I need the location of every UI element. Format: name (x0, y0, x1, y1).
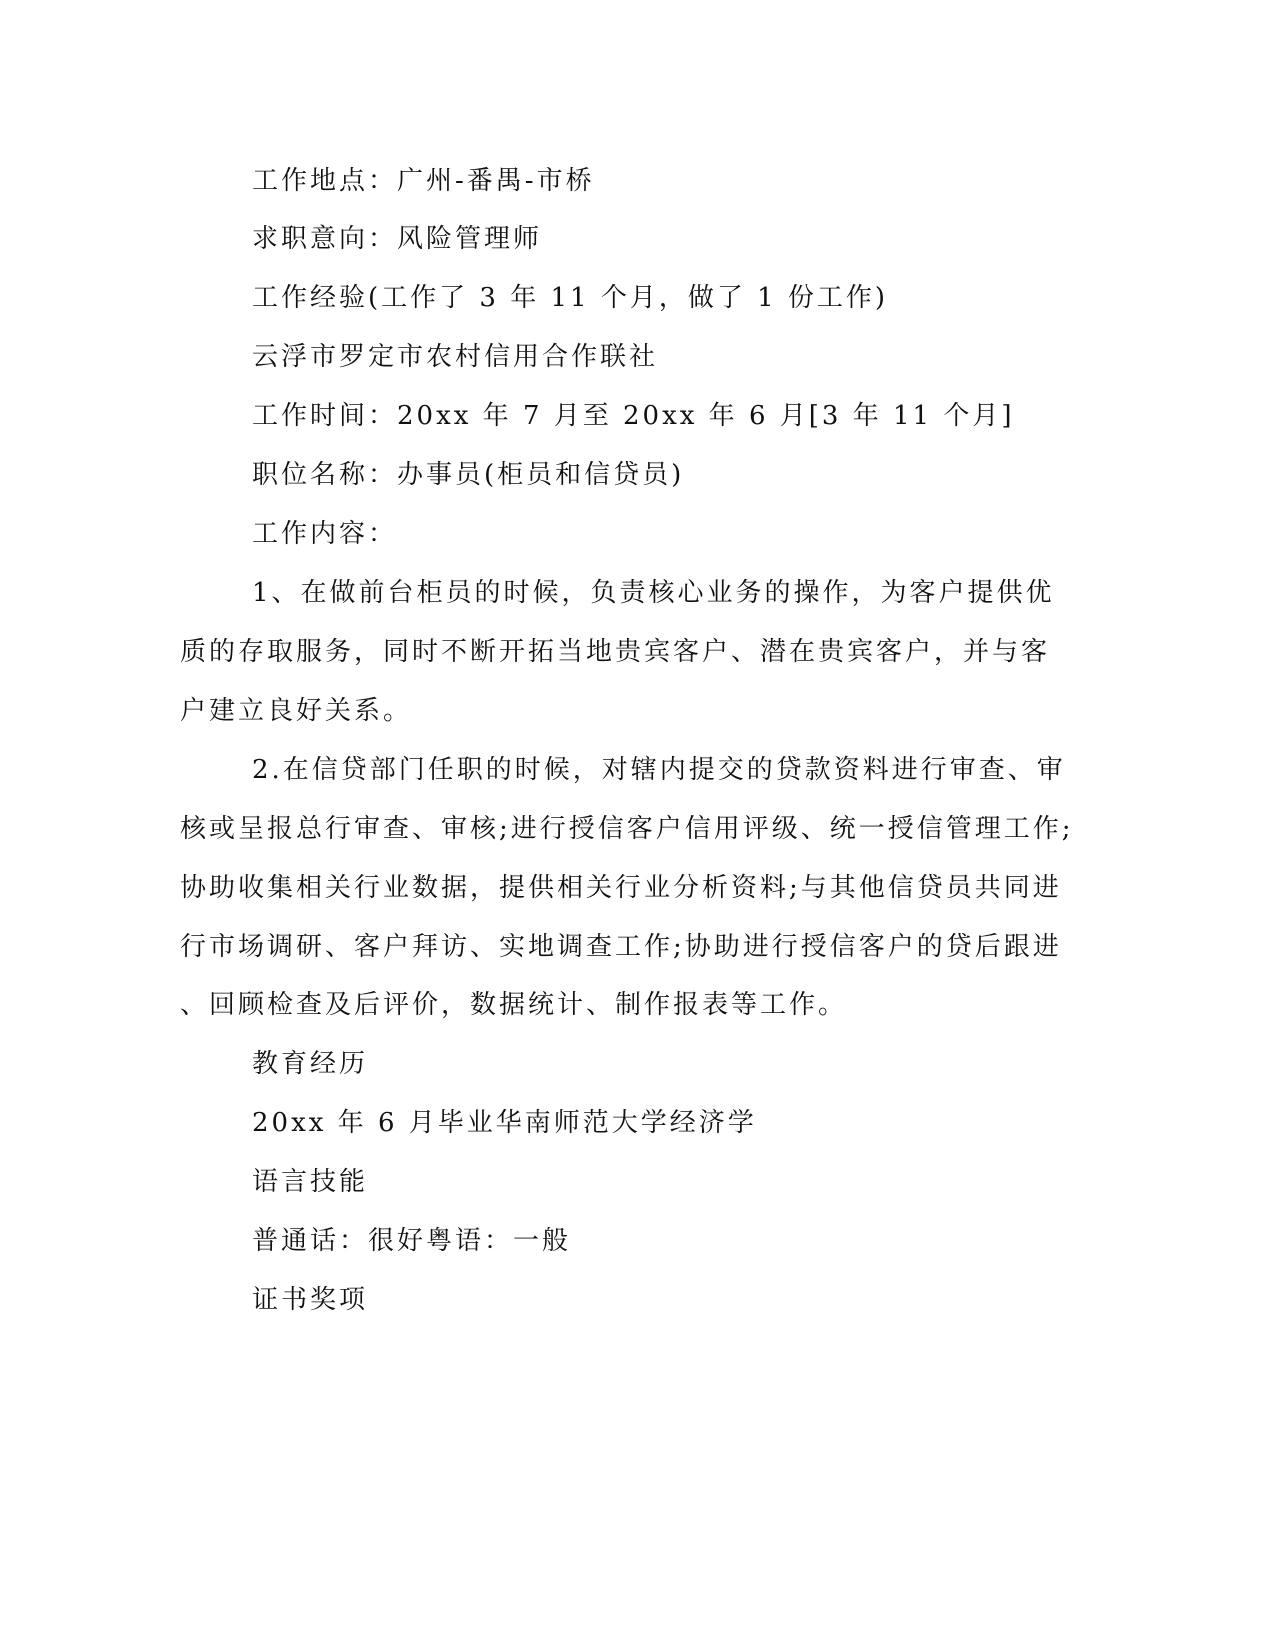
job-intention: 求职意向：风险管理师 (252, 224, 543, 254)
work-location: 工作地点：广州-番禺-市桥 (252, 166, 595, 196)
education-heading: 教育经历 (252, 1049, 369, 1079)
duties-heading: 工作内容： (252, 519, 398, 549)
work-experience: 工作经验(工作了 3 年 11 个月，做了 1 份工作) (252, 283, 889, 313)
duty2-line: 协助收集相关行业数据，提供相关行业分析资料;与其他信贷员共同进 (180, 873, 1062, 903)
position: 职位名称：办事员(柜员和信贷员) (252, 460, 685, 490)
duty1-line: 1、在做前台柜员的时候，负责核心业务的操作，为客户提供优 (252, 578, 1055, 608)
duty1-line: 户建立良好关系。 (180, 696, 413, 726)
duty2-line: 核或呈报总行审查、审核;进行授信客户信用评级、统一授信管理工作; (180, 814, 1074, 844)
education-entry: 20xx 年 6 月毕业华南师范大学经济学 (252, 1108, 757, 1138)
work-period: 工作时间：20xx 年 7 月至 20xx 年 6 月[3 年 11 个月] (252, 401, 1015, 431)
employer: 云浮市罗定市农村信用合作联社 (252, 342, 659, 372)
duty2-line: 、回顾检查及后评价，数据统计、制作报表等工作。 (180, 990, 848, 1020)
duty2-line: 2.在信贷部门任职的时候，对辖内提交的贷款资料进行审查、审 (252, 755, 1066, 785)
language-entry: 普通话：很好粤语：一般 (252, 1226, 572, 1256)
duty1-line: 质的存取服务，同时不断开拓当地贵宾客户、潜在贵宾客户，并与客 (180, 637, 1051, 667)
duty2-line: 行市场调研、客户拜访、实地调查工作;协助进行授信客户的贷后跟进 (180, 932, 1062, 962)
certificates-heading: 证书奖项 (252, 1285, 369, 1315)
language-heading: 语言技能 (252, 1167, 369, 1197)
